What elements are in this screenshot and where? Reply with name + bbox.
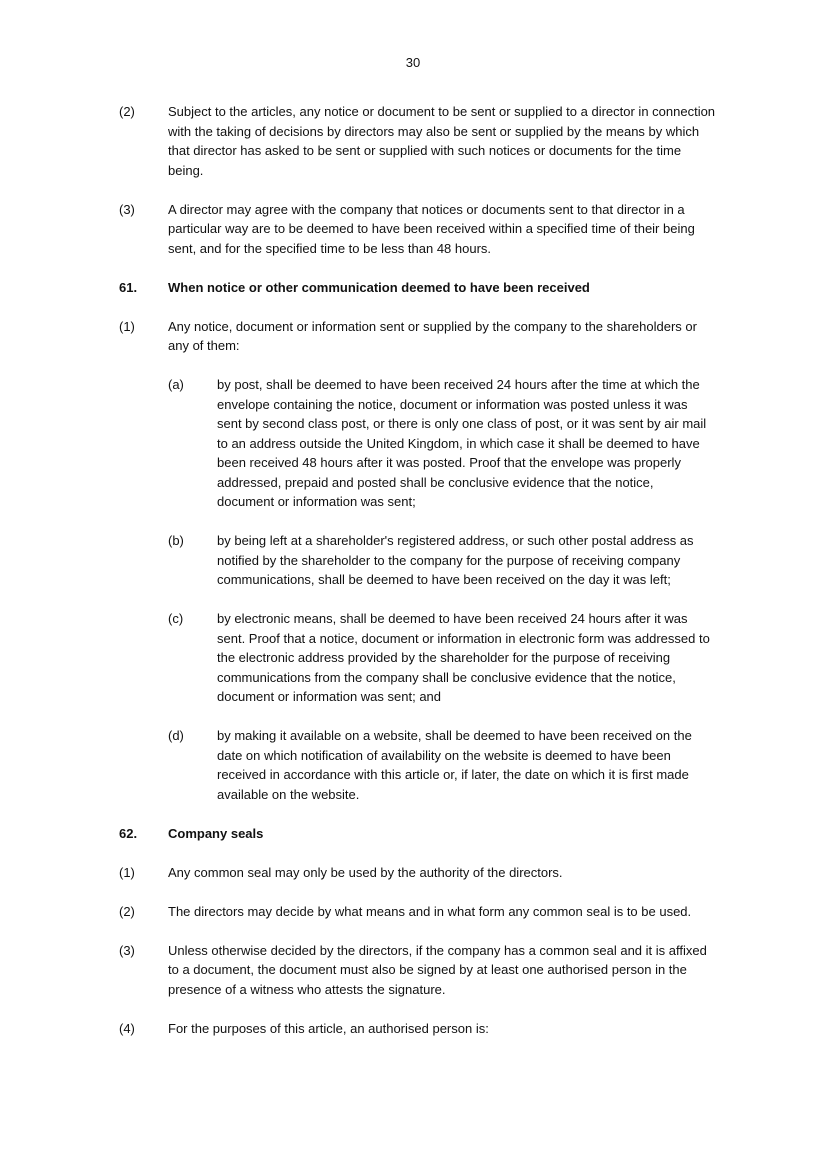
paragraph-number: (3) [119, 942, 135, 958]
section-title: Company seals [168, 825, 264, 841]
section-heading-61 [119, 278, 719, 298]
paragraph-number: (1) [119, 318, 135, 334]
paragraph-62-2 [119, 902, 719, 922]
subparagraph-text: by electronic means, shall be deemed to have been received 24 hours after it was sent. Proof that a notice, document or information in electronic form was addressed to the electronic address provided by the shareholder for the purpose of receiving communications from the company shall be conclusive evidence that the notice, document or information was sent; and [217, 611, 710, 704]
paragraph-60-2 [119, 102, 719, 180]
paragraph-number: (3) [119, 201, 135, 217]
paragraph-number: (4) [119, 1020, 135, 1036]
paragraph-62-3 [119, 941, 719, 1000]
subparagraph-text: by making it available on a website, shall be deemed to have been received on the date on which notification of availability on the website is deemed to have been received in accordance with this article or, if later, the date on which it is first made available on the website. [217, 728, 692, 802]
paragraph-number: (2) [119, 104, 135, 119]
paragraph-text: Any common seal may only be used by the authority of the directors. [168, 864, 563, 880]
subparagraph-letter: (d) [168, 728, 184, 743]
section-number: 62. [119, 825, 138, 841]
section-number: 61. [119, 279, 138, 295]
subparagraph-letter: (a) [168, 377, 184, 392]
paragraph-number: (1) [119, 864, 135, 880]
paragraph-62-1 [119, 863, 719, 883]
page-number: 30 [405, 55, 421, 70]
subparagraph-letter: (b) [168, 533, 184, 548]
paragraph-text: Unless otherwise decided by the directors, if the company has a common seal and it is affixed to a document, the document must also be signed by at least one authorised person in the presence of a witness who attests the signature. [168, 942, 707, 997]
paragraph-text: The directors may decide by what means and in what form any common seal is to be used. [168, 903, 692, 919]
subparagraph-61-1-c [168, 609, 719, 707]
document-body [119, 102, 719, 1058]
subparagraph-61-1-a [168, 375, 719, 512]
paragraph-60-3 [119, 200, 719, 259]
paragraph-text: Any notice, document or information sent or supplied by the company to the shareholders or any of them: [168, 318, 697, 353]
subparagraph-text: by post, shall be deemed to have been received 24 hours after the time at which the envelope containing the notice, document or information was posted unless it was sent by second class post, or there is only one class of post, or it was sent by air mail to an address outside the United Kingdom, in which case it shall be deemed to have been received 48 hours after it was posted. Proof that the envelope was properly addressed, prepaid and posted shall be conclusive evidence that the notice, document or information was sent; [217, 377, 707, 509]
paragraph-62-4 [119, 1019, 719, 1039]
subparagraph-61-1-b [168, 531, 719, 590]
subparagraph-letter: (c) [168, 611, 184, 626]
paragraph-text: For the purposes of this article, an authorised person is: [168, 1020, 489, 1036]
section-heading-62 [119, 824, 719, 844]
subparagraph-text: by being left at a shareholder's registered address, or such other postal address as notified by the shareholder to the company for the purpose of receiving company communications, shall be deemed to have been received on the day it was left; [217, 533, 694, 587]
subparagraph-61-1-d [168, 726, 719, 804]
paragraph-61-1 [119, 317, 719, 356]
paragraph-number: (2) [119, 903, 135, 919]
paragraph-text: A director may agree with the company that notices or documents sent to that director in a particular way are to be deemed to have been received within a specified time of their being sent, and for the specified time to be less than 48 hours. [168, 201, 695, 256]
paragraph-text: Subject to the articles, any notice or document to be sent or supplied to a director in connection with the taking of decisions by directors may also be sent or supplied by the means by which that director has asked to be sent or supplied with such notices or documents for the time being. [168, 104, 716, 178]
section-title: When notice or other communication deemed to have been received [168, 279, 590, 295]
